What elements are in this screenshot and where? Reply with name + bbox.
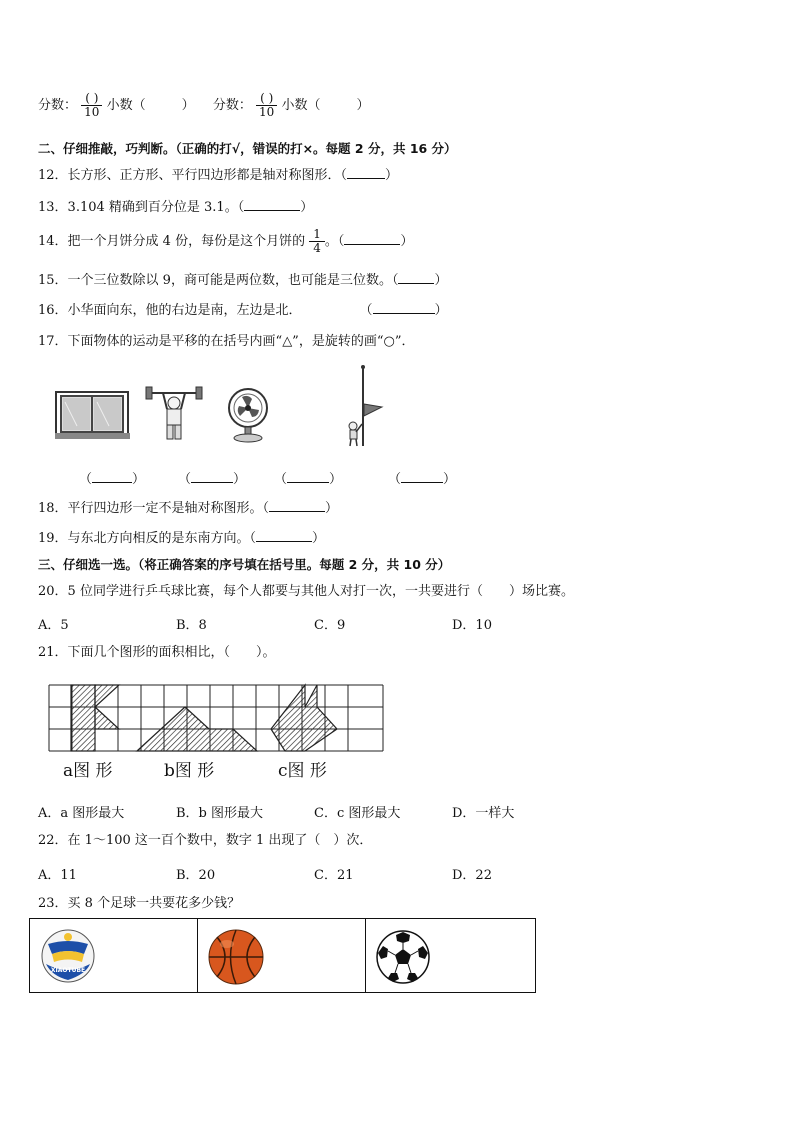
volleyball-icon bbox=[40, 928, 96, 984]
answer-blank-14[interactable] bbox=[344, 233, 400, 245]
question-23: 23．买 8 个足球一共要花多少钱？ bbox=[38, 896, 241, 911]
question-20: 20．5 位同学进行乒乓球比赛，每个人都要与其他人对打一次，一共要进行（ ）场比赛。 bbox=[38, 584, 574, 599]
flag-raising-picture bbox=[340, 364, 385, 448]
q22-option-a[interactable]: A．11 bbox=[38, 868, 77, 883]
fraction-blank-2: $\frac{( )}{10}$ bbox=[256, 92, 277, 119]
question-13: 13．3.104 精确到百分位是 3.1。（ ） bbox=[38, 200, 314, 215]
figure-b-label: b图 形 bbox=[164, 761, 215, 781]
soccer-ball-cell bbox=[366, 919, 534, 992]
q17-blank-4[interactable] bbox=[401, 471, 443, 483]
question-18: 18．平行四边形一定不是轴对称图形。（ ） bbox=[38, 501, 339, 516]
q17-blank-3[interactable] bbox=[287, 471, 329, 483]
answer-blank-19[interactable] bbox=[256, 530, 312, 542]
question-16: 16．小华面向东，他的右边是南，左边是北． （ ） bbox=[38, 303, 448, 318]
q20-option-a[interactable]: A．5 bbox=[38, 618, 69, 633]
area-grid-figure bbox=[47, 683, 385, 755]
answer-blank-16[interactable] bbox=[373, 302, 435, 314]
question-22: 22．在 1～100 这一百个数中，数字 1 出现了（ ）次． bbox=[38, 833, 373, 848]
decimal-label-2: 小数（ bbox=[281, 98, 321, 113]
figure-c-label: c图 形 bbox=[278, 761, 327, 781]
weightlifter-picture bbox=[145, 383, 203, 443]
fraction-label: 分数： bbox=[38, 98, 78, 113]
q22-option-c[interactable]: C．21 bbox=[314, 868, 354, 883]
question-19: 19．与东北方向相反的是东南方向。（ ） bbox=[38, 531, 326, 546]
answer-blank-12[interactable] bbox=[347, 167, 385, 179]
q20-option-d[interactable]: D．10 bbox=[452, 618, 492, 633]
q17-blank-1[interactable] bbox=[92, 471, 132, 483]
answer-blank-18[interactable] bbox=[269, 500, 325, 512]
q20-option-c[interactable]: C．9 bbox=[314, 618, 346, 633]
q17-answer-4: （ ） bbox=[388, 472, 457, 487]
volleyball-brand: XIAOTUBE bbox=[50, 967, 86, 974]
section-2-title: 二、仔细推敲，巧判断。（正确的打√，错误的打×。每题 2 分，共 16 分） bbox=[38, 141, 457, 156]
q21-option-a[interactable]: A．a 图形最大 bbox=[38, 806, 125, 821]
soccer-ball-icon bbox=[375, 929, 431, 985]
fraction-one-quarter: $\frac{1}{4}$ bbox=[309, 228, 325, 255]
q11-fraction-row: 分数： $\frac{( )}{10}$ 小数（ ） 分数： $\frac{( )}{10}$ 小数（ ） bbox=[38, 91, 370, 119]
q17-answer-2: （ ） bbox=[178, 472, 247, 487]
question-15: 15．一个三位数除以 9，商可能是两位数，也可能是三位数。（ ） bbox=[38, 273, 448, 288]
q17-answer-3: （ ） bbox=[274, 472, 343, 487]
answer-blank-13[interactable] bbox=[244, 199, 300, 211]
q17-blank-2[interactable] bbox=[191, 471, 233, 483]
q22-option-b[interactable]: B．20 bbox=[176, 868, 216, 883]
window-picture bbox=[55, 390, 130, 440]
figure-a-label: a图 形 bbox=[63, 761, 113, 781]
answer-blank-15[interactable] bbox=[398, 272, 434, 284]
question-14: 14．把一个月饼分成 4 份，每份是这个月饼的 $\frac{1}{4}$ 。（ ） bbox=[38, 227, 414, 255]
electric-fan-picture bbox=[223, 386, 273, 444]
section-3-title: 三、仔细选一选。（将正确答案的序号填在括号里。每题 2 分，共 10 分） bbox=[38, 557, 451, 572]
fraction-label-2: 分数： bbox=[212, 98, 252, 113]
ball-price-table bbox=[29, 918, 536, 993]
basketball-icon bbox=[207, 928, 265, 986]
q21-option-d[interactable]: D．一样大 bbox=[452, 806, 515, 821]
q17-answer-1: （ ） bbox=[79, 472, 146, 487]
volleyball-cell bbox=[30, 919, 198, 992]
q22-option-d[interactable]: D．22 bbox=[452, 868, 492, 883]
q21-option-c[interactable]: C．c 图形最大 bbox=[314, 806, 401, 821]
q20-option-b[interactable]: B．8 bbox=[176, 618, 207, 633]
fraction-blank-1: $\frac{( )}{10}$ bbox=[81, 92, 102, 119]
question-12: 12．长方形、正方形、平行四边形都是轴对称图形．（ ） bbox=[38, 168, 399, 183]
basketball-cell bbox=[198, 919, 366, 992]
q21-option-b[interactable]: B．b 图形最大 bbox=[176, 806, 264, 821]
question-21: 21．下面几个图形的面积相比，（ ）。 bbox=[38, 645, 276, 660]
question-17: 17．下面物体的运动是平移的在括号内画“△”，是旋转的画“○”． bbox=[38, 334, 415, 349]
decimal-label: 小数（ bbox=[106, 98, 146, 113]
